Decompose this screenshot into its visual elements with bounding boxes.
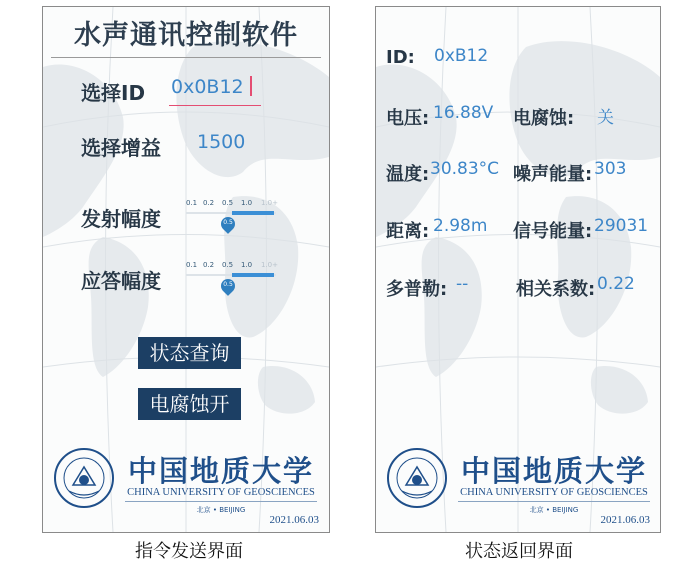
university-city: 北京 • BEIJING <box>196 506 246 514</box>
slider-ticks <box>186 199 296 211</box>
corrosion-on-button[interactable]: 电腐蚀开 <box>138 388 241 420</box>
corrosion-label: 电腐蚀: <box>513 108 575 129</box>
voltage-label: 电压: <box>386 108 430 129</box>
select-id-value: 0x0B12 <box>171 76 244 98</box>
slider-ticks <box>186 261 296 273</box>
select-id-underline <box>169 105 261 106</box>
app-title: 水声通讯控制软件 <box>74 20 298 51</box>
response-amplitude-label: 应答幅度 <box>81 269 161 293</box>
slider-tick: 0.1 <box>186 261 198 269</box>
university-logo <box>386 447 648 513</box>
temperature-value: 30.83°C <box>430 159 500 179</box>
university-seal-icon <box>53 447 115 509</box>
response-amplitude-slider[interactable] <box>186 261 296 311</box>
distance-value: 2.98m <box>433 216 488 236</box>
slider-tick: 1.0+ <box>261 261 278 269</box>
voltage-value: 16.88V <box>433 103 494 123</box>
select-id-input[interactable] <box>171 76 252 98</box>
text-caret <box>250 76 252 96</box>
temperature-label: 温度: <box>386 164 430 185</box>
query-status-button[interactable]: 状态查询 <box>138 337 241 369</box>
slider-tick: 0.1 <box>186 199 198 207</box>
slider-value: 0.5 <box>223 281 233 288</box>
correlation-value: 0.22 <box>597 274 635 294</box>
logo-divider <box>458 501 650 502</box>
corrosion-value: 关 <box>597 108 614 128</box>
slider-track-fill <box>232 211 274 215</box>
noise-energy-value: 303 <box>594 159 627 179</box>
university-seal-icon <box>386 447 448 509</box>
doppler-label: 多普勒: <box>386 279 448 300</box>
university-name-cn: 中国地质大学 <box>127 454 314 488</box>
transmit-amplitude-slider[interactable] <box>186 199 296 249</box>
university-city: 北京 • BEIJING <box>529 506 579 514</box>
status-screen-caption: 状态返回界面 <box>465 541 573 562</box>
id-label: ID: <box>386 47 415 68</box>
slider-tick: 0.5 <box>222 261 234 269</box>
transmit-amplitude-label: 发射幅度 <box>81 207 161 231</box>
command-screen-caption: 指令发送界面 <box>135 541 243 562</box>
slider-tick: 0.2 <box>203 261 215 269</box>
logo-divider <box>125 501 317 502</box>
correlation-label: 相关系数: <box>516 279 596 300</box>
signal-energy-value: 29031 <box>594 216 649 236</box>
university-logo <box>53 447 315 513</box>
slider-value: 0.5 <box>223 219 233 226</box>
select-gain-label: 选择增益 <box>81 136 161 160</box>
select-id-label: 选择ID <box>81 81 146 105</box>
noise-energy-label: 噪声能量: <box>513 164 593 185</box>
doppler-value: -- <box>456 274 469 294</box>
university-name-en: CHINA UNIVERSITY OF GEOSCIENCES <box>460 487 648 498</box>
slider-tick: 1.0 <box>241 199 253 207</box>
university-name-cn: 中国地质大学 <box>460 454 647 488</box>
distance-label: 距离: <box>386 221 430 242</box>
id-value: 0xB12 <box>434 46 489 66</box>
command-screen <box>42 6 330 533</box>
signal-energy-label: 信号能量: <box>513 221 593 242</box>
slider-tick: 1.0 <box>241 261 253 269</box>
status-screen <box>375 6 661 533</box>
title-divider <box>51 57 321 58</box>
slider-track-fill <box>232 273 274 277</box>
slider-tick: 0.5 <box>222 199 234 207</box>
screen-date: 2021.06.03 <box>600 514 650 526</box>
university-name-en: CHINA UNIVERSITY OF GEOSCIENCES <box>127 487 315 498</box>
slider-tick: 0.2 <box>203 199 215 207</box>
select-gain-input[interactable]: 1500 <box>197 131 246 153</box>
screen-date: 2021.06.03 <box>269 514 319 526</box>
slider-tick: 1.0+ <box>261 199 278 207</box>
